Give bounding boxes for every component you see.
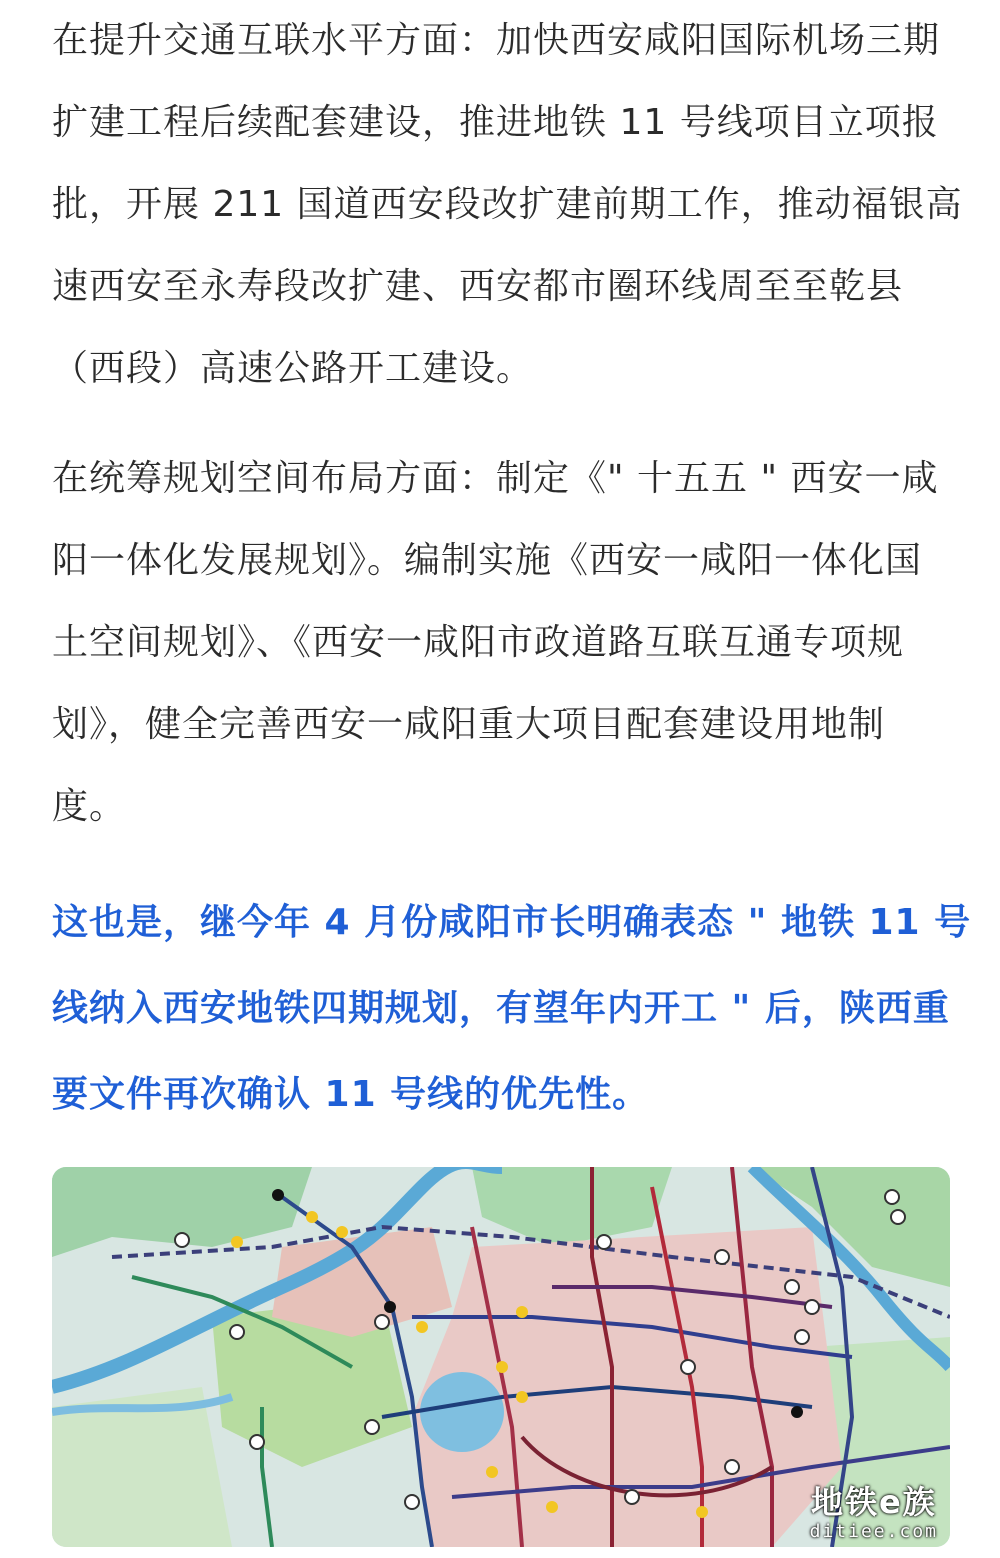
watermark-domain: ditiee.com (809, 1521, 938, 1542)
text-line: 阳一体化发展规划》。编制实施《西安一咸阳一体化国 (52, 540, 923, 581)
paragraph-highlight (52, 880, 972, 1138)
text-line: 划》，健全完善西安一咸阳重大项目配套建设用地制 (52, 704, 886, 745)
text-line: 扩建工程后续配套建设，推进地铁 11 号线项目立项报 (52, 102, 939, 143)
text-line: 在统筹规划空间布局方面：制定《" 十五五 " 西安一咸 (52, 458, 939, 499)
watermark-logo-text: 地铁e族 (810, 1483, 937, 1521)
text-line: 度。 (52, 786, 127, 827)
site-watermark (810, 1483, 938, 1543)
text-line: 批，开展 211 国道西安段改扩建前期工作，推动福银高 (52, 184, 963, 225)
text-line: 土空间规划》、《西安一咸阳市政道路互联互通专项规 (52, 622, 905, 663)
text-line: 这也是，继今年 4 月份咸阳市长明确表态 " 地铁 11 号 (52, 902, 972, 943)
text-line: 线纳入西安地铁四期规划，有望年内开工 " 后，陕西重 (52, 988, 950, 1029)
metro-map-image[interactable] (52, 1167, 950, 1547)
text-line: 要文件再次确认 11 号线的优先性。 (52, 1074, 650, 1115)
text-line: 在提升交通互联水平方面：加快西安咸阳国际机场三期 (52, 20, 941, 61)
text-line: 速西安至永寿段改扩建、西安都市圈环线周至至乾县 (52, 266, 904, 307)
text-line: （西段）高速公路开工建设。 (52, 348, 534, 389)
paragraph-transport (52, 0, 963, 410)
paragraph-planning (52, 438, 952, 848)
